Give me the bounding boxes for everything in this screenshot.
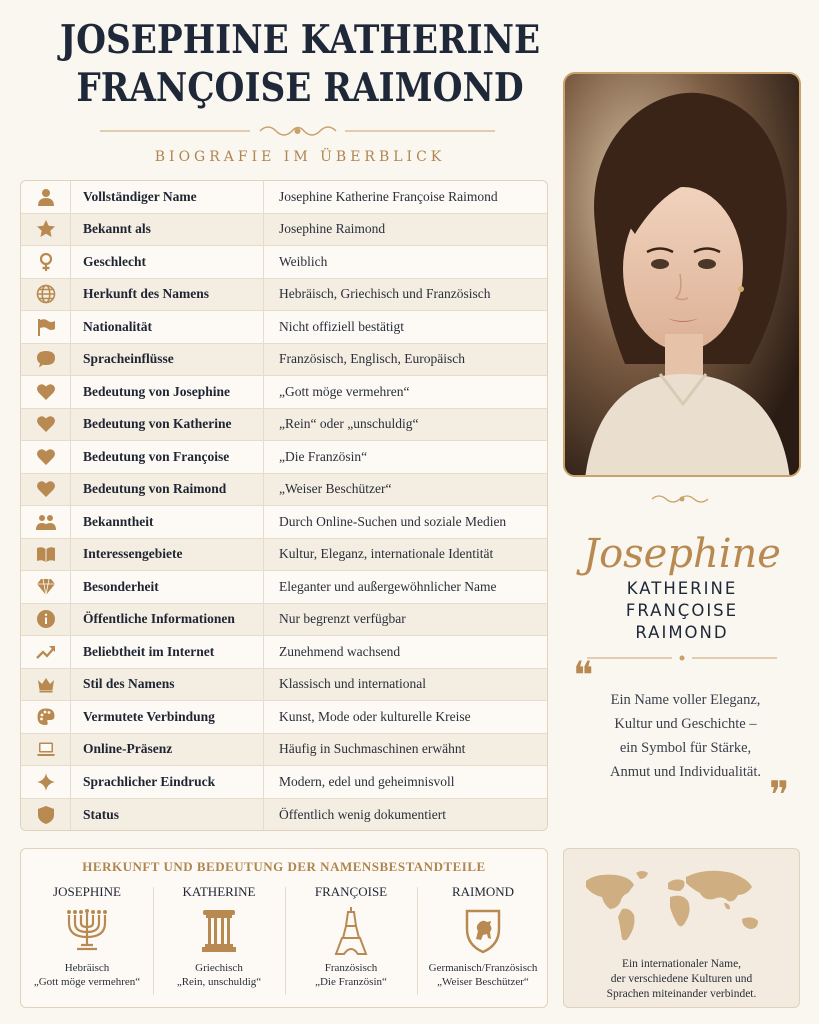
row-label: Geschlecht bbox=[71, 246, 264, 278]
table-row bbox=[21, 376, 548, 409]
row-value: Zunehmend wachsend bbox=[279, 643, 401, 659]
table-row bbox=[21, 344, 548, 377]
row-value: Kunst, Mode oder kulturelle Kreise bbox=[279, 708, 471, 724]
heart-icon bbox=[21, 376, 71, 408]
row-label: Bedeutung von Françoise bbox=[71, 441, 264, 473]
sparkle-icon bbox=[21, 766, 71, 798]
eiffel-tower-icon bbox=[285, 901, 417, 961]
table-row bbox=[21, 539, 548, 572]
row-value: Weiblich bbox=[279, 253, 328, 269]
row-label: Status bbox=[71, 799, 264, 832]
open-quote-icon: ❝ bbox=[573, 653, 594, 697]
row-value: Häufig in Suchmaschinen erwähnt bbox=[279, 741, 466, 757]
portrait-photo bbox=[563, 72, 801, 477]
origin-part-josephine bbox=[21, 883, 153, 1003]
greek-column-icon bbox=[153, 901, 285, 961]
map-caption-line: Sprachen miteinander verbindet. bbox=[606, 988, 757, 1000]
row-value: „Gott möge vermehren“ bbox=[279, 383, 410, 399]
table-row bbox=[21, 636, 548, 669]
row-label: Bedeutung von Raimond bbox=[71, 474, 264, 506]
world-map-icon bbox=[564, 859, 801, 959]
row-value: Josephine Raimond bbox=[279, 221, 386, 237]
row-label: Öffentliche Informationen bbox=[71, 604, 264, 636]
row-value: Klassisch und international bbox=[279, 676, 426, 692]
table-row bbox=[21, 766, 548, 799]
heart-icon bbox=[21, 474, 71, 506]
name-block bbox=[563, 492, 801, 669]
table-row bbox=[21, 474, 548, 507]
map-caption-line: Ein internationaler Name, bbox=[621, 958, 742, 970]
table-row bbox=[21, 311, 548, 344]
palette-icon bbox=[21, 701, 71, 733]
row-label: Interessengebiete bbox=[71, 539, 264, 571]
row-value: „Rein“ oder „unschuldig“ bbox=[279, 416, 419, 432]
origin-part-name: JOSEPHINE bbox=[53, 884, 121, 899]
row-value: Kultur, Eleganz, internationale Identität bbox=[279, 546, 494, 562]
row-value: Eleganter und außergewöhnlicher Name bbox=[279, 578, 497, 594]
row-value: „Die Französin“ bbox=[279, 448, 368, 464]
shield-icon bbox=[21, 799, 71, 832]
origin-part-name: KATHERINE bbox=[182, 884, 256, 899]
page-title bbox=[54, 16, 547, 112]
row-label: Vollständiger Name bbox=[71, 181, 264, 213]
trend-up-icon bbox=[21, 636, 71, 668]
table-row bbox=[21, 181, 548, 214]
table-row bbox=[21, 279, 548, 312]
origin-part-raimond bbox=[417, 883, 549, 1003]
origin-part-language: Germanisch/Französisch bbox=[428, 962, 538, 974]
origin-part-language: Französisch bbox=[324, 962, 378, 974]
female-symbol-icon bbox=[21, 246, 71, 278]
row-label: Besonderheit bbox=[71, 571, 264, 603]
table-row bbox=[21, 734, 548, 767]
origin-part-language: Hebräisch bbox=[64, 962, 110, 974]
world-map-box bbox=[563, 848, 800, 1008]
origin-part-meaning: „Weiser Beschützer“ bbox=[437, 976, 529, 988]
small-ornament-icon bbox=[632, 493, 732, 505]
close-quote-icon: ❞ bbox=[769, 773, 790, 817]
speech-bubble-icon bbox=[21, 344, 71, 376]
globe-icon bbox=[21, 279, 71, 311]
map-caption bbox=[564, 957, 799, 1002]
ornament-divider-icon bbox=[100, 124, 495, 138]
quote-text bbox=[573, 688, 798, 784]
row-label: Beliebtheit im Internet bbox=[71, 636, 264, 668]
origin-part-katherine bbox=[153, 883, 285, 1003]
row-value: Nicht offiziell bestätigt bbox=[279, 318, 404, 334]
row-label: Online-Präsenz bbox=[71, 734, 264, 766]
name-script: Josephine bbox=[583, 531, 781, 577]
laptop-icon bbox=[21, 734, 71, 766]
table-row bbox=[21, 246, 548, 279]
quote-line: ein Symbol für Stärke, bbox=[619, 740, 752, 756]
quote-block bbox=[573, 653, 798, 817]
title-line-1: JOSEPHINE KATHERINE bbox=[59, 17, 541, 63]
row-label: Bedeutung von Josephine bbox=[71, 376, 264, 408]
title-line-2: FRANÇOISE RAIMOND bbox=[76, 65, 524, 111]
biography-table bbox=[20, 180, 548, 831]
star-icon bbox=[21, 214, 71, 246]
origin-part-meaning: „Gott möge vermehren“ bbox=[33, 976, 141, 988]
open-book-icon bbox=[21, 539, 71, 571]
heart-icon bbox=[21, 409, 71, 441]
table-row bbox=[21, 701, 548, 734]
row-label: Nationalität bbox=[71, 311, 264, 343]
flag-icon bbox=[21, 311, 71, 343]
origin-part-meaning: „Rein, unschuldig“ bbox=[176, 976, 262, 988]
table-row bbox=[21, 409, 548, 442]
lion-crest-icon bbox=[417, 901, 549, 961]
row-label: Sprachlicher Eindruck bbox=[71, 766, 264, 798]
row-label: Bekannt als bbox=[71, 214, 264, 246]
row-value: Josephine Katherine Françoise Raimond bbox=[279, 188, 498, 204]
person-icon bbox=[21, 181, 71, 213]
table-row bbox=[21, 214, 548, 247]
table-row bbox=[21, 506, 548, 539]
heart-icon bbox=[21, 441, 71, 473]
row-value: Nur begrenzt verfügbar bbox=[279, 611, 406, 627]
row-label: Spracheinflüsse bbox=[71, 344, 264, 376]
row-value: Öffentlich wenig dokumentiert bbox=[279, 806, 446, 822]
origin-part-meaning: „Die Französin“ bbox=[315, 976, 387, 988]
row-label: Vermutete Verbindung bbox=[71, 701, 264, 733]
origin-part-language: Griechisch bbox=[195, 962, 243, 974]
quote-line: Ein Name voller Eleganz, bbox=[610, 692, 761, 708]
origin-section bbox=[20, 848, 548, 1008]
origin-part-francoise bbox=[285, 883, 417, 1003]
row-value: „Weiser Beschützer“ bbox=[279, 481, 392, 497]
page-subtitle: BIOGRAFIE IM ÜBERBLICK bbox=[154, 149, 446, 165]
people-icon bbox=[21, 506, 71, 538]
quote-line: Kultur und Geschichte – bbox=[614, 716, 757, 732]
row-value: Durch Online-Suchen und soziale Medien bbox=[279, 513, 507, 529]
name-caps-2: FRANÇOISE bbox=[625, 601, 739, 620]
name-divider-icon bbox=[577, 652, 787, 664]
row-value: Französisch, Englisch, Europäisch bbox=[279, 351, 465, 367]
row-label: Bekanntheit bbox=[71, 506, 264, 538]
table-row bbox=[21, 571, 548, 604]
info-icon bbox=[21, 604, 71, 636]
portrait-illustration bbox=[565, 74, 801, 477]
crown-icon bbox=[21, 669, 71, 701]
row-label: Herkunft des Namens bbox=[71, 279, 264, 311]
map-caption-line: der verschiedene Kulturen und bbox=[610, 973, 753, 985]
diamond-icon bbox=[21, 571, 71, 603]
row-value: Hebräisch, Griechisch und Französisch bbox=[279, 286, 491, 302]
row-label: Bedeutung von Katherine bbox=[71, 409, 264, 441]
table-row bbox=[21, 799, 548, 832]
menorah-icon bbox=[21, 901, 153, 961]
table-row bbox=[21, 441, 548, 474]
origin-part-name: FRANÇOISE bbox=[314, 884, 388, 899]
table-row bbox=[21, 669, 548, 702]
origin-part-name: RAIMOND bbox=[451, 884, 515, 899]
table-row bbox=[21, 604, 548, 637]
origin-title: HERKUNFT UND BEDEUTUNG DER NAMENSBESTANDTEILE bbox=[82, 859, 486, 874]
name-caps-3: RAIMOND bbox=[635, 623, 729, 642]
name-caps-1: KATHERINE bbox=[626, 579, 738, 598]
quote-line: Anmut und Individualität. bbox=[609, 764, 762, 780]
row-value: Modern, edel und geheimnisvoll bbox=[279, 773, 455, 789]
row-label: Stil des Namens bbox=[71, 669, 264, 701]
